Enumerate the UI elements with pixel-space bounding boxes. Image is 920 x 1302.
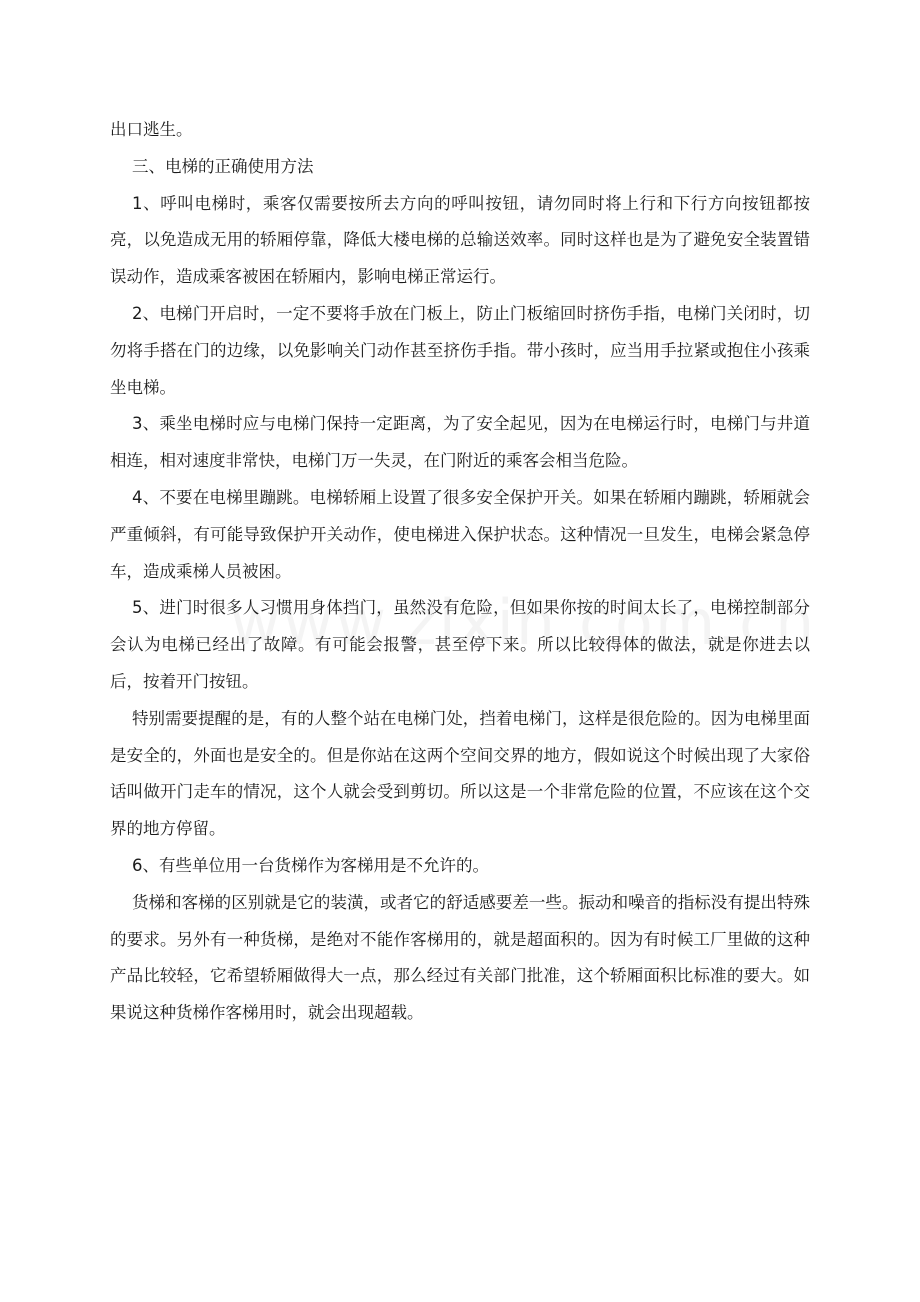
paragraph-special-note: 特别需要提醒的是，有的人整个站在电梯门处，挡着电梯门，这样是很危险的。因为电梯里面是安全的，外面也是安全的。但是你站在这两个空间交界的地方，假如说这个时候出现了大家俗话叫做开门走车的情况，这个人就会受到剪切。所以这是一个非常危险的位置，不应该在这个交界的地方停留。 [110,708,810,839]
paragraph-continuation: 出口逃生。 [110,120,193,139]
section-heading: 三、电梯的正确使用方法 [132,156,314,176]
paragraph-freight-elevator: 货梯和客梯的区别就是它的装潢，或者它的舒适感要差一些。振动和噪音的指标没有提出特殊的要求。另外有一种货梯，是绝对不能作客梯用的，就是超面积的。因为有时候工厂里做的这种产品比较轻，它希望轿厢做得大一点，那么经过有关部门批准，这个轿厢面积比标准的要大。如果说这种货梯作客梯用时，就会出现超载。 [110,892,810,1023]
paragraph-item-6: 6、有些单位用一台货梯作为客梯用是不允许的。 [132,855,489,875]
paragraph-item-4: 4、不要在电梯里蹦跳。电梯轿厢上设置了很多安全保护开关。如果在轿厢内蹦跳，轿厢就会严重倾斜，有可能导致保护开关动作，使电梯进入保护状态。这种情况一旦发生，电梯会紧急停车，造成乘梯人员被困。 [110,487,810,581]
document-body [110,112,810,1032]
paragraph-item-2: 2、电梯门开启时，一定不要将手放在门板上，防止门板缩回时挤伤手指，电梯门关闭时，切勿将手搭在门的边缘，以免影响关门动作甚至挤伤手指。带小孩时，应当用手拉紧或抱住小孩乘坐电梯。 [110,303,810,397]
paragraph-item-3: 3、乘坐电梯时应与电梯门保持一定距离，为了安全起见，因为在电梯运行时，电梯门与井道相连，相对速度非常快，电梯门万一失灵，在门附近的乘客会相当危险。 [110,414,810,471]
paragraph-item-5: 5、进门时很多人习惯用身体挡门，虽然没有危险，但如果你按的时间太长了，电梯控制部分会认为电梯已经出了故障。有可能会报警，甚至停下来。所以比较得体的做法，就是你进去以后，按着开门按钮。 [110,598,810,691]
paragraph-item-1: 1、呼叫电梯时，乘客仅需要按所去方向的呼叫按钮，请勿同时将上行和下行方向按钮都按亮，以免造成无用的轿厢停靠，降低大楼电梯的总输送效率。同时这样也是为了避免安全装置错误动作，造成乘客被困在轿厢内，影响电梯正常运行。 [110,193,810,287]
